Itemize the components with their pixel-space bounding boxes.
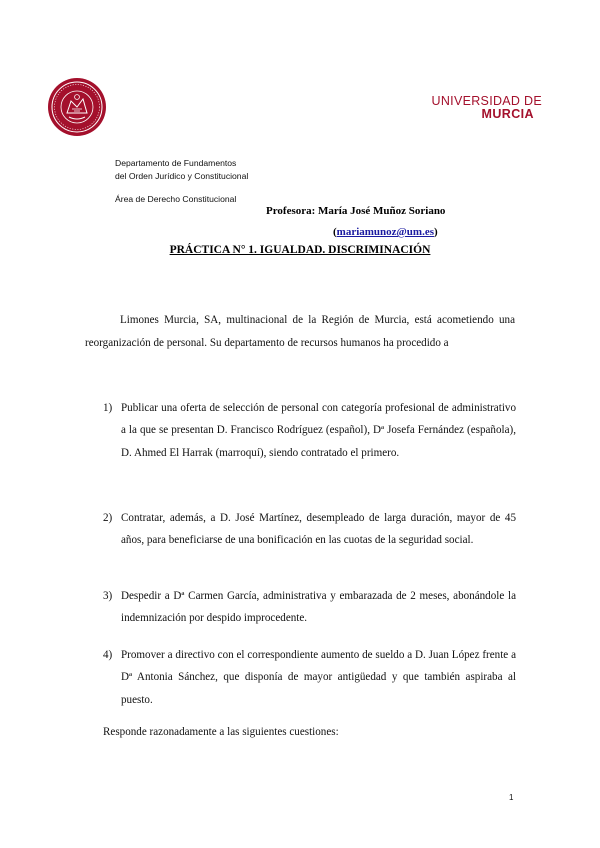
list-item-text: Publicar una oferta de selección de personal con categoría profesional de administrativo a la que se presentan D. Francisco Rodríguez (español), Dª Josefa Fernández (española), D. Ahmed El Harrak (marroquí), siendo contratado el primero. (121, 402, 516, 459)
university-seal-icon (47, 77, 107, 137)
list-item-number: 3) (103, 590, 113, 602)
list-item-text: Despedir a Dª Carmen García, administrativa y embarazada de 2 meses, abonándole la indemnización por despido improcedente. (121, 590, 516, 625)
email-paren-open: ( (333, 226, 337, 238)
university-name-line2: MURCIA (481, 107, 534, 121)
area-label: Área de Derecho Constitucional (115, 194, 237, 204)
department-block (115, 157, 248, 182)
list-item-number: 4) (103, 649, 113, 661)
practice-title: PRÁCTICA N° 1. IGUALDAD. DISCRIMINACIÓN (169, 244, 431, 256)
list-item (103, 644, 516, 711)
list-item-number: 2) (103, 512, 113, 524)
department-line1: Departamento de Fundamentos (115, 158, 237, 168)
professor-name: Profesora: María José Muñoz Soriano (266, 205, 446, 217)
list-item (103, 507, 516, 552)
intro-paragraph: Limones Murcia, SA, multinacional de la Región de Murcia, está acometiendo una reorganización de personal. Su departamento de recursos humanos ha procedido a (85, 314, 515, 349)
professor-email (333, 226, 438, 238)
closing-instruction: Responde razonadamente a las siguientes cuestiones: (103, 726, 339, 738)
list-item (103, 585, 516, 630)
list-item-text: Promover a directivo con el correspondiente aumento de sueldo a D. Juan López frente a Dª Antonia Sánchez, que disponía de mayor antigüedad y que también aspiraba al puesto. (121, 649, 516, 706)
list-item-number: 1) (103, 402, 113, 414)
page-number: 1 (509, 793, 514, 802)
university-name-line1: UNIVERSIDAD DE (431, 94, 542, 108)
list-item-text: Contratar, además, a D. José Martínez, desempleado de larga duración, mayor de 45 años, para beneficiarse de una bonificación en las cuotas de la seguridad social. (121, 512, 516, 547)
list-item (103, 397, 516, 464)
email-paren-close: ) (433, 226, 438, 238)
department-line2: del Orden Jurídico y Constitucional (115, 170, 249, 181)
email-link[interactable]: mariamunoz@um.es (336, 226, 434, 238)
university-logo (432, 95, 542, 121)
